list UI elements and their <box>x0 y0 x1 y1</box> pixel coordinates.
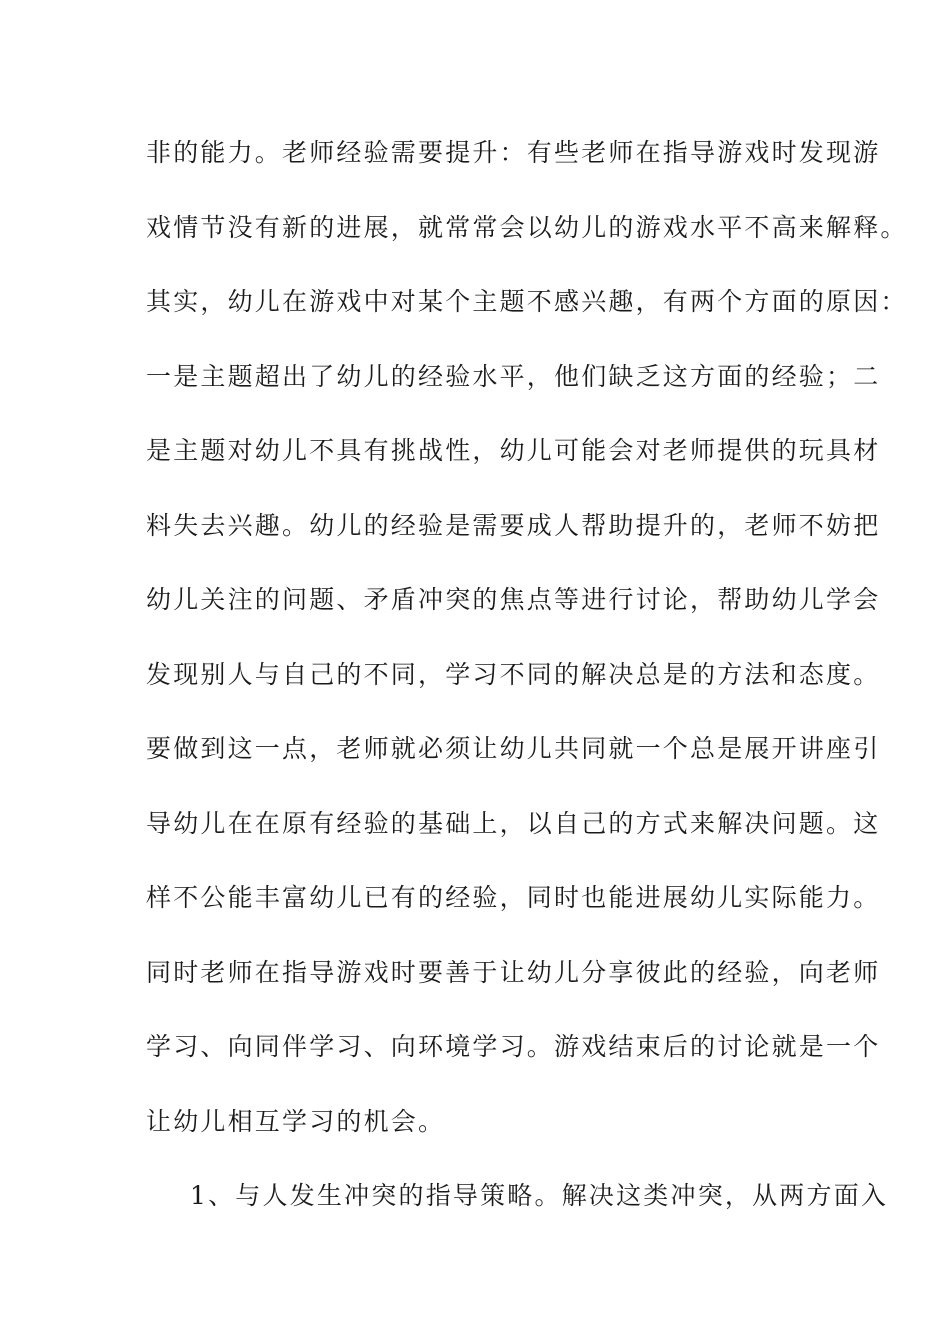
numbered-paragraph-line: 1、与人发生冲突的指导策略。解决这类冲突，从两方面入 <box>190 1181 889 1210</box>
text-line: 同时老师在指导游戏时要善于让幼儿分享彼此的经验，向老师 <box>146 957 881 987</box>
text-line: 其实，幼儿在游戏中对某个主题不感兴趣，有两个方面的原因： <box>146 287 908 316</box>
text-line: 导幼儿在在原有经验的基础上，以自己的方式来解决问题。这 <box>146 808 881 838</box>
text-line: 是主题对幼儿不具有挑战性，幼儿可能会对老师提供的玩具材 <box>146 436 881 465</box>
text-line: 幼儿关注的问题、矛盾冲突的焦点等进行讨论，帮助幼儿学会 <box>146 585 881 614</box>
text-line: 样不公能丰富幼儿已有的经验，同时也能进展幼儿实际能力。 <box>146 883 881 912</box>
text-line: 要做到这一点，老师就必须让幼儿共同就一个总是展开讲座引 <box>146 734 881 763</box>
text-line: 一是主题超出了幼儿的经验水平，他们缺乏这方面的经验；二 <box>146 361 881 391</box>
body-text <box>146 128 908 1246</box>
text-line: 发现别人与自己的不同，学习不同的解决总是的方法和态度。 <box>146 659 881 689</box>
text-line: 学习、向同伴学习、向环境学习。游戏结束后的讨论就是一个 <box>146 1032 881 1061</box>
text-line: 料失去兴趣。幼儿的经验是需要成人帮助提升的，老师不妨把 <box>146 510 881 540</box>
text-line: 非的能力。老师经验需要提升：有些老师在指导游戏时发现游 <box>146 138 881 167</box>
text-line: 戏情节没有新的进展，就常常会以幼儿的游戏水平不高来解释。 <box>146 212 908 242</box>
text-line: 让幼儿相互学习的机会。 <box>146 1106 446 1136</box>
